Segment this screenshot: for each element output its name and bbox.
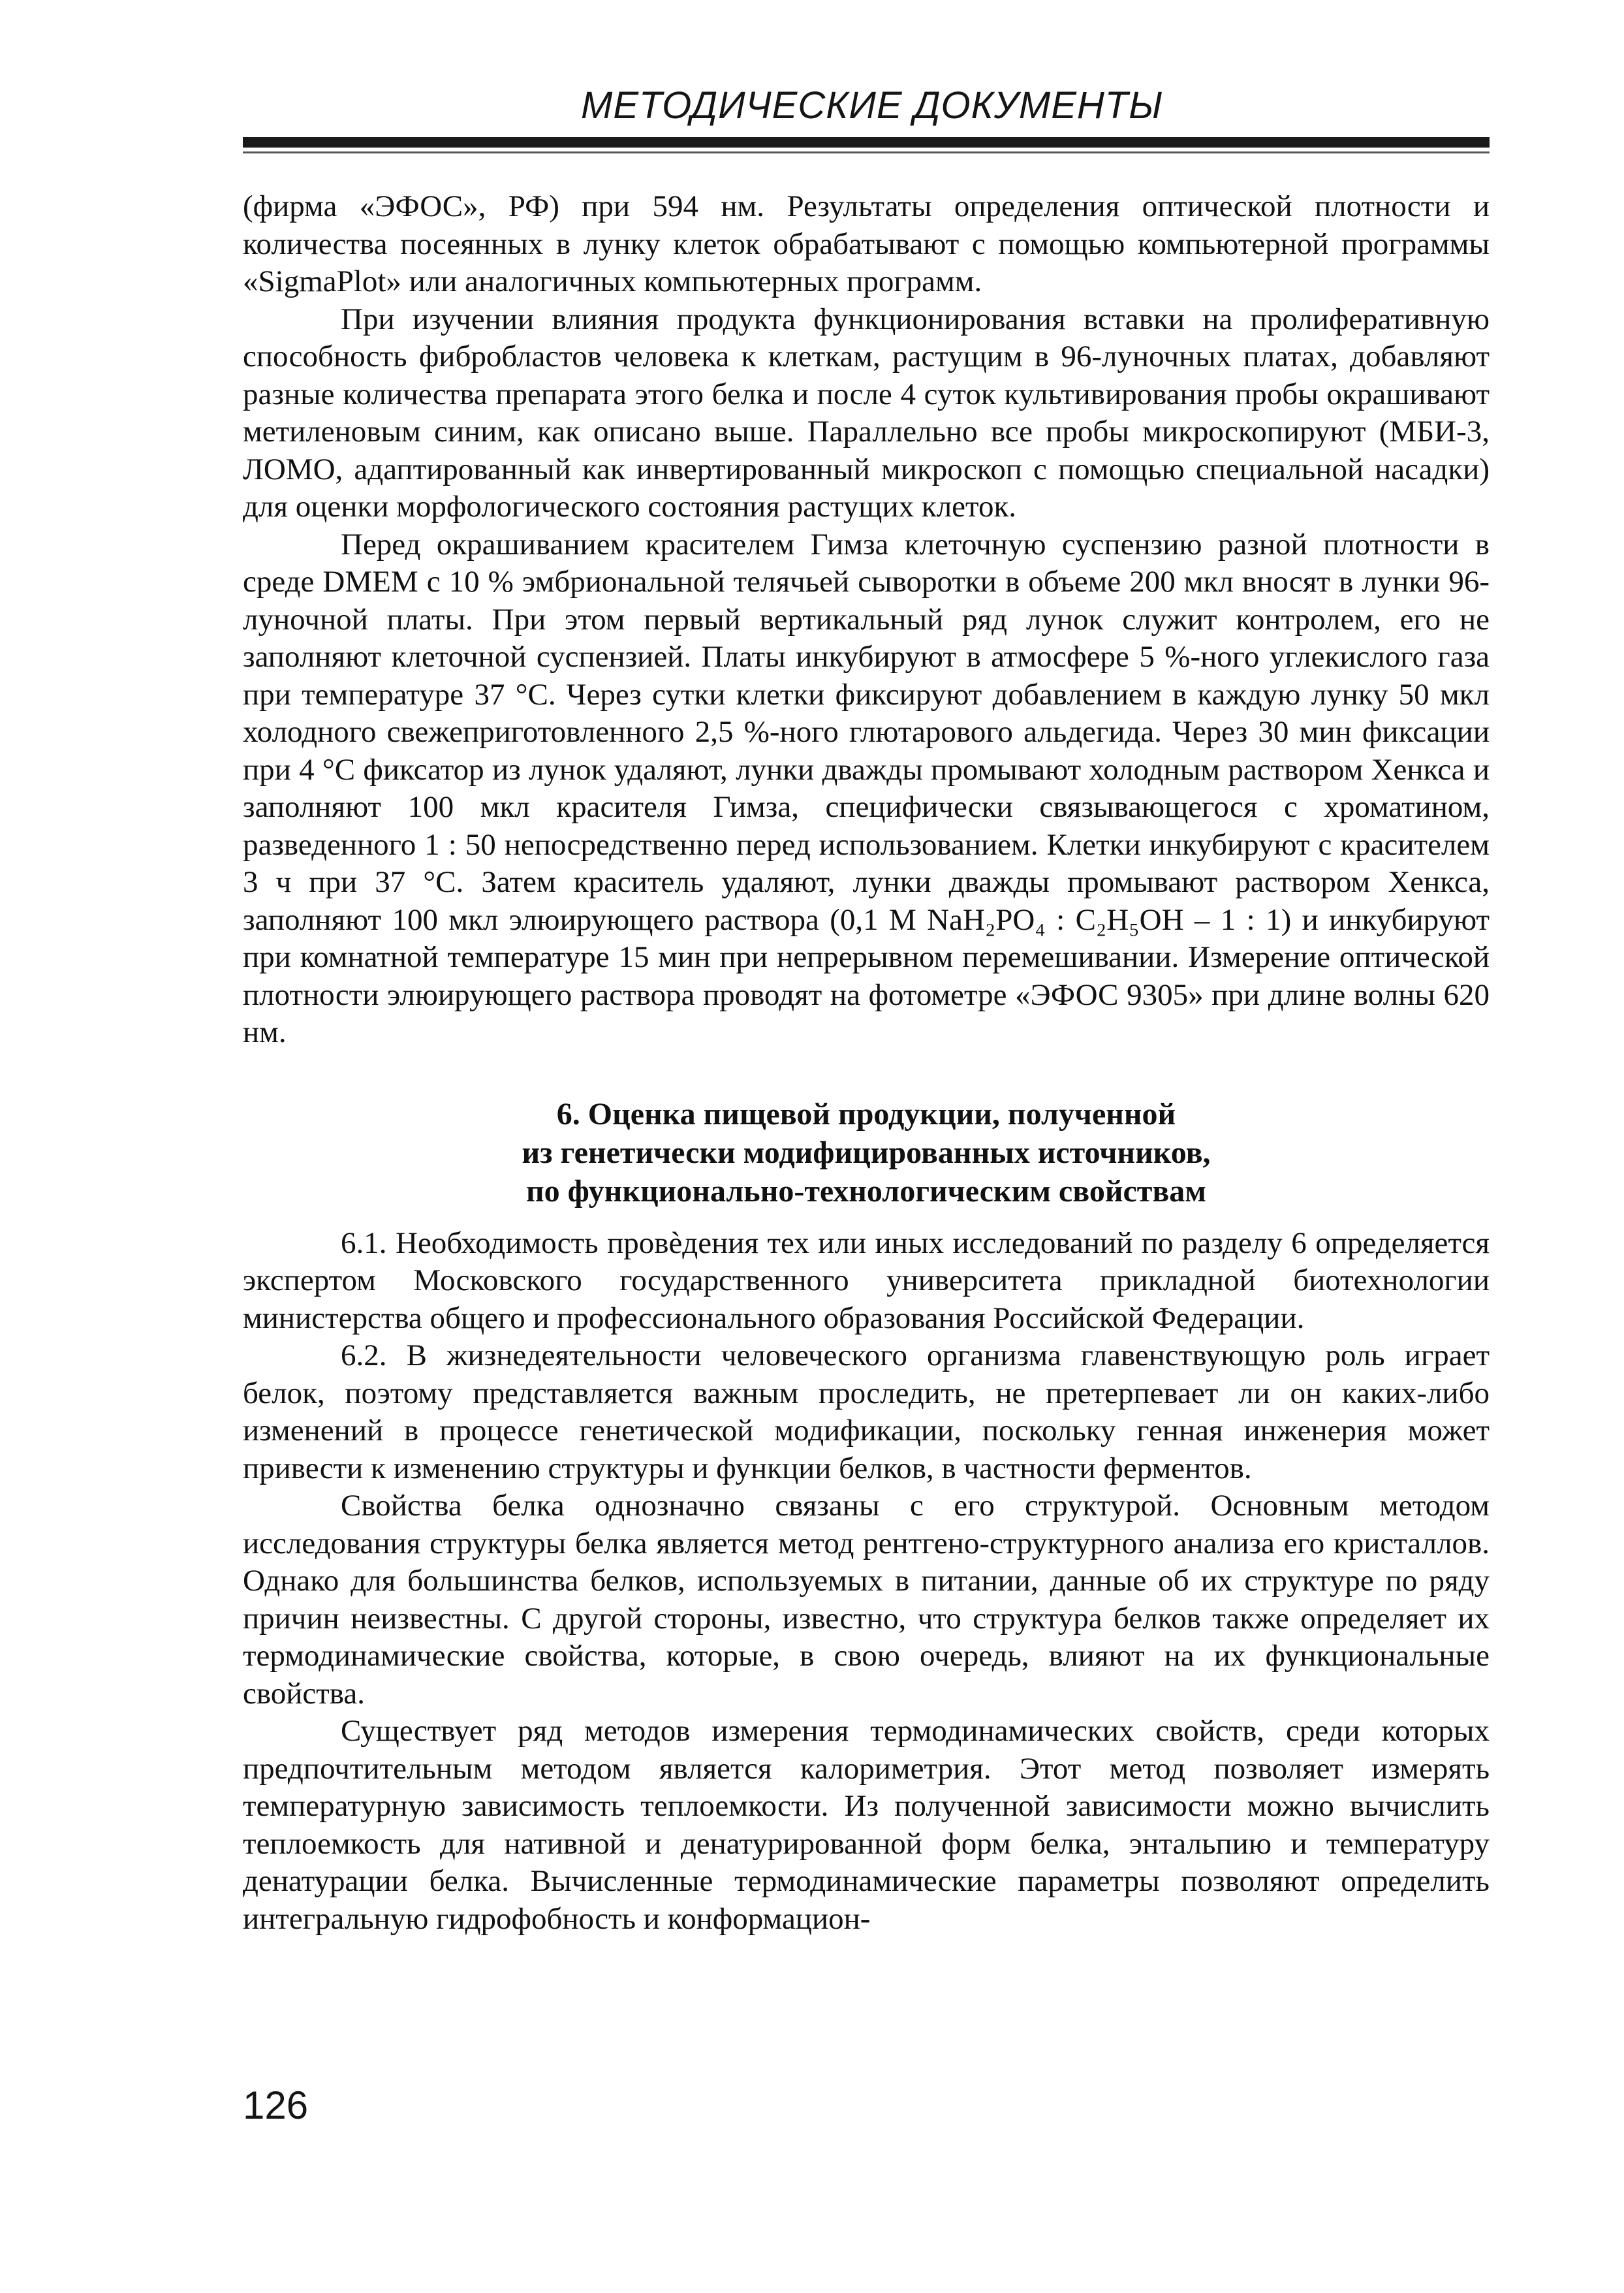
page-number: 126	[243, 2083, 309, 2127]
section-heading-line-3: по функционально-технологическим свойствам	[526, 1173, 1206, 1209]
header-rule	[243, 137, 1490, 148]
page-body	[243, 188, 1490, 1938]
section-heading-line-1: 6. Оценка пищевой продукции, полученной	[556, 1096, 1176, 1131]
header-rule-thin	[243, 151, 1490, 153]
section-6-heading	[243, 1095, 1490, 1210]
running-header-title: МЕТОДИЧЕСКИЕ ДОКУМЕНТЫ	[581, 84, 1163, 127]
paragraph-continuation: (фирма «ЭФОС», РФ) при 594 нм. Результаты определения оптической плотности и количества посеянных в лунку клеток обрабатывают с помощью компьютерной программы «SigmaPlot» или аналогичных компьютерных программ.	[243, 189, 1490, 298]
paragraph-proliferation: При изучении влияния продукта функционирования вставки на пролиферативную способность фибробластов человека к клеткам, растущим в 96-луночных платах, добавляют разные количества препарата этого белка и после 4 суток культивирования пробы окрашивают метиленовым синим, как описано выше. Параллельно все пробы микроскопируют (МБИ-3, ЛОМО, адаптированный как инвертированный микроскоп с помощью специальной насадки) для оценки морфологического состояния растущих клеток.	[243, 302, 1490, 524]
section-heading-line-2: из генетически модифицированных источников,	[522, 1135, 1211, 1170]
paragraph-protein-structure: Свойства белка однозначно связаны с его структурой. Основным методом исследования структуры белка является метод рентгено-структурного анализа его кристаллов. Однако для большинства белков, используемых в питании, данные об их структуре по ряду причин неизвестны. С другой стороны, известно, что структура белков также определяет их термодинамические свойства, которые, в свою очередь, влияют на их функциональные свойства.	[243, 1489, 1490, 1711]
paragraph-6-1: 6.1. Необходимость провѐдения тех или иных исследований по разделу 6 определяется экспертом Московского государственного университета прикладной биотехнологии министерства общего и профессионального образования Российской Федерации.	[243, 1226, 1490, 1335]
paragraph-6-2: 6.2. В жизнедеятельности человеческого организма главенствующую роль играет белок, поэтому представляется важным проследить, не претерпевает ли он каких-либо изменений в процессе генетической модификации, поскольку генная инженерия может привести к изменению структуры и функции белков, в частности ферментов.	[243, 1338, 1490, 1485]
paragraph-giemsa-staining: Перед окрашиванием красителем Гимза клеточную суспензию разной плотности в среде DMEM с 10 % эмбриональной телячьей сыворотки в объеме 200 мкл вносят в лунки 96-луночной платы. При этом первый вертикальный ряд лунок служит контролем, его не заполняют клеточной суспензией. Платы инкубируют в атмосфере 5 %-ного углекислого газа при температуре 37 °С. Через сутки клетки фиксируют добавлением в каждую лунку 50 мкл холодного свежеприготовленного 2,5 %-ного глютарового альдегида. Через 30 мин фиксации при 4 °С фиксатор из лунок удаляют, лунки дважды промывают холодным раствором Хенкса и заполняют 100 мкл красителя Гимза, специфически связывающегося с хроматином, разведенного 1 : 50 непосредственно перед использованием. Клетки инкубируют с красителем 3 ч при 37 °С. Затем краситель удаляют, лунки дважды промывают раствором Хенкса, заполняют 100 мкл элюирующего раствора (0,1 М NaH₂PO₄ : C₂H₅OH – 1 : 1) и инкубируют при комнатной температуре 15 мин при непрерывном перемешивании. Измерение оптической плотности элюирующего раствора проводят на фотометре «ЭФОС 9305» при длине волны 620 нм.	[243, 527, 1490, 1049]
paragraph-calorimetry: Существует ряд методов измерения термодинамических свойств, среди которых предпочтительным методом является калориметрия. Этот метод позволяет измерять температурную зависимость теплоемкости. Из полученной зависимости можно вычислить теплоемкость для нативной и денатурированной форм белка, энтальпию и температуру денатурации белка. Вычисленные термодинамические параметры позволяют определить интегральную гидрофобность и конформацион-	[243, 1714, 1490, 1936]
